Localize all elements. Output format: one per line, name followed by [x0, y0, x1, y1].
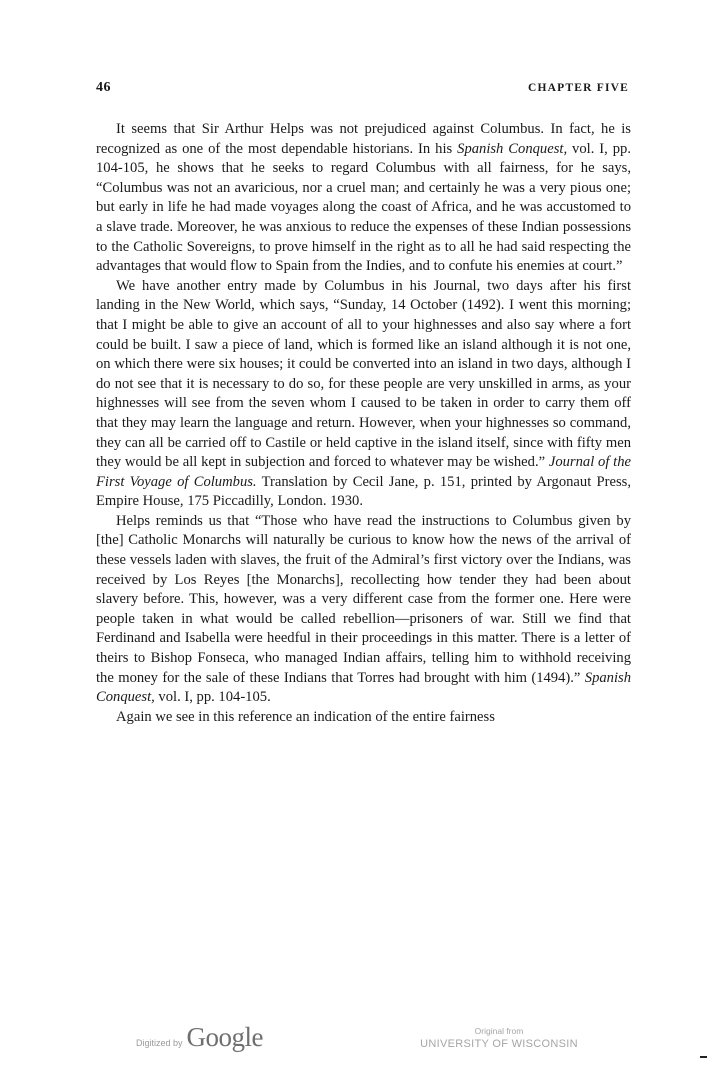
paragraph: [96, 120, 631, 277]
paragraph: [96, 708, 631, 728]
page-number: 46: [96, 80, 111, 95]
paragraph-text: vol. I, pp. 104-105, he shows that he seeks to regard Columbus with all fairness, for he says, “Columbus was not an avaricious, nor a cruel man; and certainly he was a very pious one; but early in life he had made voyages along the coast of Africa, and he was accustomed to a slave trade. Moreover, he was anxious to reduce the expenses of these Indian possessions to the Catholic Sovereigns, to prove himself in the right as to all he had said respecting the advantages that would flow to Spain from the Indies, and to confute his enemies at court.”: [96, 140, 631, 275]
page-edge-mark: [700, 1056, 707, 1058]
italic-citation: Spanish Conquest,: [457, 140, 568, 157]
digitized-by-google: [136, 1022, 263, 1053]
original-from-label: Original from: [474, 1026, 524, 1036]
paragraph-text: We have another entry made by Columbus in his Journal, two days after his first landing in the New World, which says, “Sunday, 14 October (1492). I went this morning; that I might be able to give an account of all to your highnesses and also say where a fort could be built. I saw a piece of land, which is formed like an island although it is not one, on which there were six houses; it could be converted into an island in two days, although I do not see that it is necessary to do so, for these people are very unskilled in arms, as your highnesses will see from the seven whom I caused to be taken in order to carry them off that they may learn the language and return. However, when your highnesses so command, they can all be carried off to Castile or held captive in the island itself, since with fifty men they would be all kept in subjection and forced to whatever may be wished.”: [96, 277, 631, 471]
paragraph-text: Translation by Cecil Jane, p. 151, printed by Argonaut Press, Empire House, 175 Piccadilly, London. 1930.: [96, 473, 631, 510]
paragraph-text: Helps reminds us that “Those who have read the instructions to Columbus given by [the] Catholic Monarchs will naturally be curious to know how the news of the arrival of these vessels laden with slaves, the fruit of the Admiral’s first victory over the Indians, was received by Los Reyes [the Monarchs], recollecting how tender they had been about slavery before. This, however, was a very different case from the former one. Here were people taken in what would be called rebellion—prisoners of war. Still we find that Ferdinand and Isabella were heedful in their proceedings in this matter. There is a letter of theirs to Bishop Fonseca, who managed Indian affairs, telling him to withhold receiving the money for the sale of these Indians that Torres had brought with him (1494).”: [96, 512, 631, 686]
body-text: [96, 120, 631, 727]
institution-name: UNIVERSITY OF WISCONSIN: [420, 1038, 578, 1050]
running-head: CHAPTER FIVE: [528, 82, 629, 94]
paragraph-text: Again we see in this reference an indication of the entire fairness: [116, 708, 495, 725]
paragraph-text: It seems that Sir Arthur Helps was not prejudiced against Columbus. In fact, he is recognized as one of the most dependable historians. In his: [96, 121, 631, 157]
digitized-by-label: Digitized by: [136, 1038, 183, 1048]
paragraph-text: vol. I, pp. 104-105.: [154, 689, 271, 706]
original-from-credit: [418, 1026, 580, 1051]
italic-citation: Spanish Conquest,: [96, 669, 631, 706]
google-logo: Google: [186, 1022, 264, 1052]
paragraph: [96, 277, 631, 512]
paragraph: [96, 512, 631, 708]
italic-citation: Journal of the First Voyage of Columbus.: [96, 454, 631, 490]
